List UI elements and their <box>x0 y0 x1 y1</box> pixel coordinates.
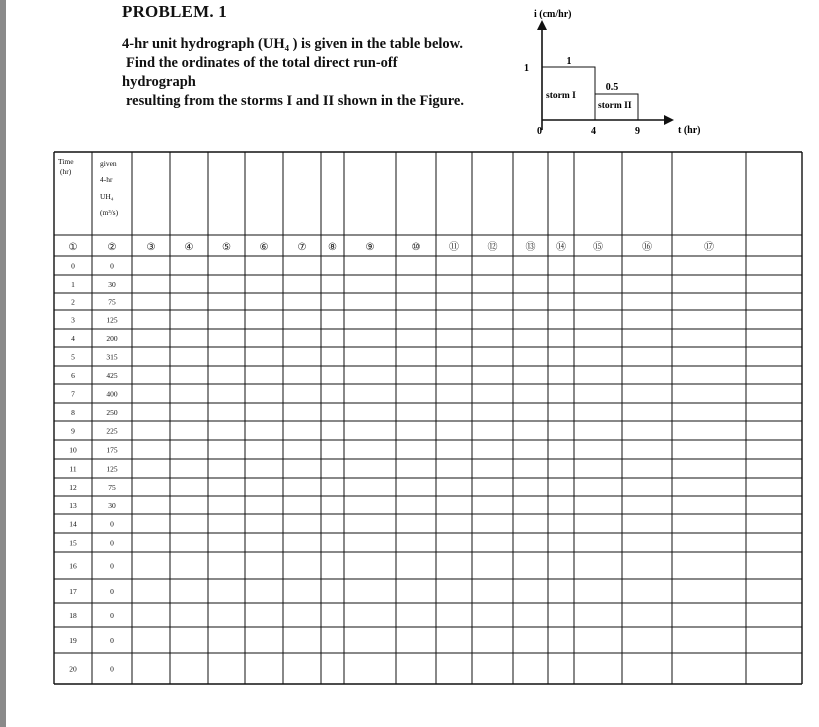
y-axis-label: i (cm/hr) <box>534 9 572 20</box>
column-number-4: ④ <box>184 242 194 253</box>
problem-line-1: 4-hr unit hydrograph (UH₄ ) is given in the table below. <box>122 36 463 52</box>
uh-value-19: 0 <box>110 636 114 645</box>
time-value-0: 0 <box>71 261 75 271</box>
problem-line-2: Find the ordinates of the total direct run-off <box>126 55 398 71</box>
problem-line-4: resulting from the storms I and II shown in the Figure. <box>126 93 464 109</box>
uh-value-4: 200 <box>106 334 118 343</box>
uh-value-2: 75 <box>108 297 116 307</box>
time-value-2: 2 <box>71 297 75 307</box>
uh-value-11: 125 <box>106 464 118 474</box>
column-number-13: ⑬ <box>525 242 536 253</box>
time-value-12: 12 <box>69 483 77 492</box>
time-value-15: 15 <box>69 538 77 548</box>
column-number-11: ⑪ <box>449 242 459 253</box>
column-number-5: ⑤ <box>222 242 231 253</box>
storm2-label: storm II <box>598 101 632 111</box>
time-value-16: 16 <box>69 561 77 571</box>
header-uh-label-3: UH₄ <box>100 192 114 201</box>
column-number-7: ⑦ <box>297 242 307 253</box>
x-tick-label-0: 0 <box>537 126 542 137</box>
x-axis-label: t (hr) <box>678 125 701 136</box>
column-number-12: ⑫ <box>487 242 498 253</box>
uh-value-6: 425 <box>106 371 118 380</box>
column-number-8: ⑧ <box>328 242 337 253</box>
uh-value-14: 0 <box>110 519 114 529</box>
header-uh-label-2: 4-hr <box>100 175 113 184</box>
time-value-5: 5 <box>71 352 75 362</box>
x-tick-label-9: 9 <box>635 126 640 137</box>
uh-value-15: 0 <box>110 538 114 548</box>
problem-line-3: hydrograph <box>122 74 196 90</box>
storm1-label: storm I <box>546 91 576 101</box>
uh-value-1: 30 <box>108 280 116 289</box>
uh-value-18: 0 <box>110 611 114 620</box>
time-value-6: 6 <box>71 371 75 380</box>
time-value-9: 9 <box>71 426 75 436</box>
column-number-2: ② <box>107 242 117 253</box>
time-value-10: 10 <box>69 445 77 455</box>
problem-title: PROBLEM. 1 <box>122 2 227 21</box>
time-value-11: 11 <box>69 464 77 474</box>
uh-value-20: 0 <box>110 664 114 674</box>
time-value-8: 8 <box>71 408 75 417</box>
column-number-6: ⑥ <box>259 242 269 253</box>
column-number-9: ⑨ <box>365 242 375 253</box>
time-value-14: 14 <box>69 519 77 529</box>
column-number-16: ⑯ <box>642 242 652 253</box>
header-uh-unit: (m³/s) <box>100 208 119 217</box>
uh-value-17: 0 <box>110 587 114 596</box>
time-value-7: 7 <box>71 389 75 399</box>
document-page <box>6 0 819 727</box>
storm1-intensity-label: 1 <box>566 56 572 67</box>
uh-value-3: 125 <box>106 315 118 325</box>
uh-value-10: 175 <box>106 445 118 455</box>
uh-value-0: 0 <box>110 261 114 271</box>
x-tick-label-4: 4 <box>591 126 596 137</box>
y-tick-label: 1 <box>524 63 529 74</box>
header-time-label: Time <box>58 157 74 166</box>
column-number-3: ③ <box>146 242 156 253</box>
time-value-3: 3 <box>71 315 75 325</box>
storm2-intensity-label: 0.5 <box>605 82 619 93</box>
column-number-14: ⑭ <box>556 242 566 253</box>
column-number-10: ⑩ <box>411 242 421 253</box>
column-number-17: ⑰ <box>704 242 714 253</box>
hydrograph-table <box>6 0 819 727</box>
time-value-1: 1 <box>71 280 75 289</box>
uh-value-9: 225 <box>106 426 118 436</box>
uh-value-7: 400 <box>106 389 118 399</box>
time-value-13: 13 <box>69 501 77 510</box>
time-value-18: 18 <box>69 611 77 620</box>
uh-value-12: 75 <box>108 483 116 492</box>
time-value-4: 4 <box>71 334 75 343</box>
uh-value-16: 0 <box>110 561 114 571</box>
column-number-15: ⑮ <box>593 242 603 253</box>
time-value-17: 17 <box>69 587 77 596</box>
column-number-1: ① <box>68 242 78 253</box>
time-value-20: 20 <box>69 664 77 674</box>
uh-value-8: 250 <box>106 408 118 417</box>
header-uh-label-1: given <box>100 159 117 168</box>
uh-value-5: 315 <box>106 352 118 362</box>
header-time-unit: (hr) <box>60 167 72 176</box>
time-value-19: 19 <box>69 636 77 645</box>
uh-value-13: 30 <box>108 501 116 510</box>
